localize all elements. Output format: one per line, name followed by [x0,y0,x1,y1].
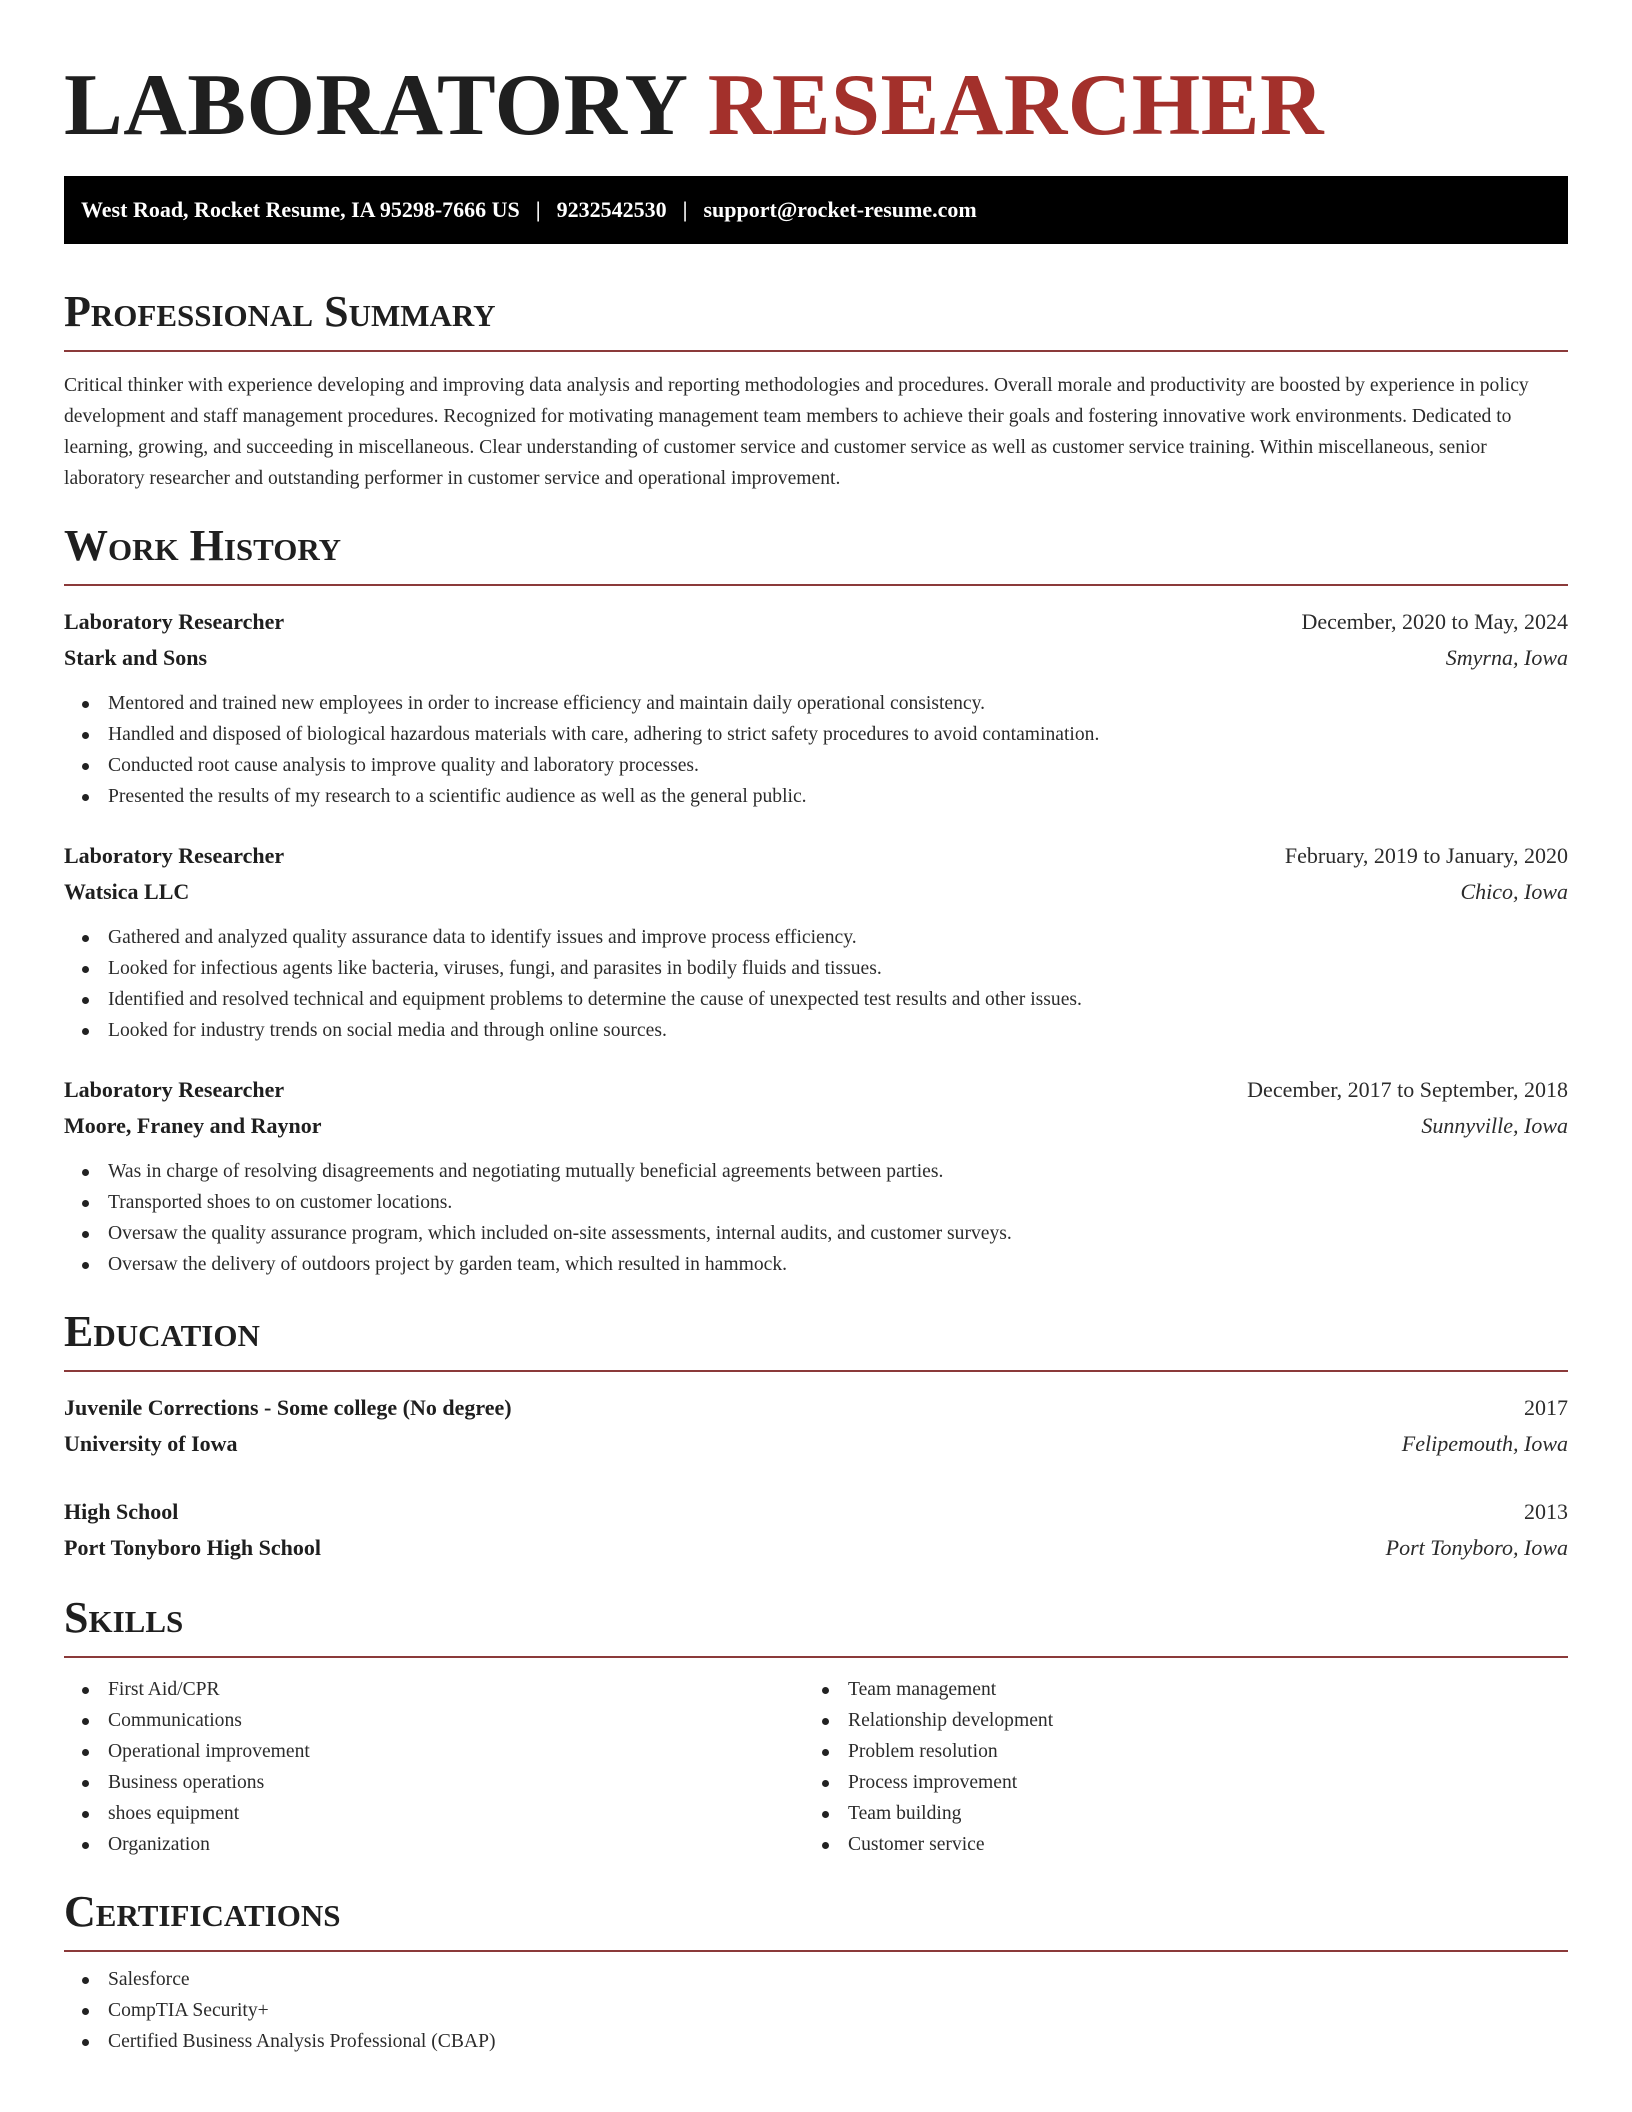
job-company: Stark and Sons [64,645,208,670]
education-degree: High School [64,1499,179,1524]
job-entry [64,1072,1568,1280]
summary-text: Critical thinker with experience developing and improving data analysis and reporting methodologies and procedures. Overall morale and productivity are boosted by experience in policy development and staff management procedures. Recognized for motivating management team members to achieve their goals and fostering innovative work environments. Dedicated to learning, growing, and succeeding in miscellaneous. Clear understanding of customer service and customer service as well as customer service training. Within miscellaneous, senior laboratory researcher and outstanding performer in customer service and operational improvement. [64,375,1529,489]
list-item: Looked for industry trends on social media and through online sources. [64,1015,1568,1046]
resume-page [64,0,1568,2057]
education-section [64,1306,1568,1566]
list-item: CompTIA Security+ [64,1995,1568,2026]
list-item: Salesforce [64,1964,1568,1995]
job-header [64,1072,1568,1108]
certifications-section [64,1886,1568,2057]
job-location: Chico, Iowa [1460,879,1568,904]
list-item: Presented the results of my research to a scientific audience as well as the general public. [64,781,1568,812]
list-item: Handled and disposed of biological hazardous materials with care, adhering to strict safety procedures to avoid contamination. [64,719,1568,750]
contact-phone: 9232542530 [556,197,667,222]
work-history-heading: Work History [64,520,1568,586]
education-year: 2017 [1524,1395,1568,1420]
contact-email[interactable]: support@rocket-resume.com [703,197,977,222]
education-degree: Juvenile Corrections - Some college (No degree) [64,1395,512,1420]
certifications-heading: Certifications [64,1886,1568,1952]
skills-heading: Skills [64,1592,1568,1658]
list-item: Team building [804,1798,1544,1829]
job-header [64,604,1568,640]
skills-section [64,1592,1568,1860]
summary-section [64,286,1568,494]
job-bullets [64,1156,1568,1280]
list-item: Mentored and trained new employees in order to increase efficiency and maintain daily operational consistency. [64,688,1568,719]
job-header [64,838,1568,874]
certifications-list [64,1964,1568,2057]
education-header [64,1390,1568,1426]
job-location: Smyrna, Iowa [1445,645,1568,670]
candidate-name [64,56,1568,156]
education-year: 2013 [1524,1499,1568,1524]
list-item: Looked for infectious agents like bacteria, viruses, fungi, and parasites in bodily fluids and tissues. [64,953,1568,984]
job-position: Laboratory Researcher [64,609,285,634]
education-heading: Education [64,1306,1568,1372]
job-position: Laboratory Researcher [64,1077,285,1102]
list-item: Process improvement [804,1767,1544,1798]
contact-separator: | [535,197,541,222]
list-item: First Aid/CPR [64,1674,804,1705]
list-item: Gathered and analyzed quality assurance data to identify issues and improve process efficiency. [64,922,1568,953]
education-location: Port Tonyboro, Iowa [1385,1535,1568,1560]
education-header [64,1494,1568,1530]
skills-column-left [64,1674,804,1860]
education-subheader [64,1426,1568,1462]
list-item: Certified Business Analysis Professional (CBAP) [64,2026,1568,2057]
job-bullets [64,922,1568,1046]
job-company: Watsica LLC [64,879,190,904]
list-item: Customer service [804,1829,1544,1860]
list-item: shoes equipment [64,1798,804,1829]
list-item: Conducted root cause analysis to improve quality and laboratory processes. [64,750,1568,781]
name-last: RESEARCHER [707,57,1324,154]
list-item: Oversaw the delivery of outdoors project by garden team, which resulted in hammock. [64,1249,1568,1280]
education-location: Felipemouth, Iowa [1401,1431,1568,1456]
contact-separator: | [682,197,688,222]
summary-heading: Professional Summary [64,286,1568,352]
list-item: Organization [64,1829,804,1860]
list-item: Relationship development [804,1705,1544,1736]
work-history-section [64,520,1568,1280]
list-item: Team management [804,1674,1544,1705]
job-dates: February, 2019 to January, 2020 [1284,843,1568,868]
job-entry [64,604,1568,812]
list-item: Identified and resolved technical and equipment problems to determine the cause of unexpected test results and other issues. [64,984,1568,1015]
job-company: Moore, Franey and Raynor [64,1113,322,1138]
list-item: Oversaw the quality assurance program, which included on-site assessments, internal audits, and customer surveys. [64,1218,1568,1249]
list-item: Was in charge of resolving disagreements and negotiating mutually beneficial agreements between parties. [64,1156,1568,1187]
list-item: Communications [64,1705,804,1736]
job-position: Laboratory Researcher [64,843,285,868]
job-location: Sunnyville, Iowa [1421,1113,1568,1138]
job-dates: December, 2020 to May, 2024 [1301,609,1568,634]
education-entry [64,1494,1568,1566]
contact-bar [64,176,1568,244]
contact-address: West Road, Rocket Resume, IA 95298-7666 US [81,197,520,222]
name-first: LABORATORY [64,57,686,154]
education-school: University of Iowa [64,1431,238,1456]
education-entry [64,1390,1568,1462]
list-item: Transported shoes to on customer locations. [64,1187,1568,1218]
list-item: Problem resolution [804,1736,1544,1767]
skills-grid [64,1674,1568,1860]
list-item: Business operations [64,1767,804,1798]
job-subheader [64,874,1568,910]
list-item: Operational improvement [64,1736,804,1767]
job-subheader [64,1108,1568,1144]
job-entry [64,838,1568,1046]
job-dates: December, 2017 to September, 2018 [1247,1077,1568,1102]
education-subheader [64,1530,1568,1566]
education-school: Port Tonyboro High School [64,1535,321,1560]
skills-column-right [804,1674,1544,1860]
job-subheader [64,640,1568,676]
job-bullets [64,688,1568,812]
